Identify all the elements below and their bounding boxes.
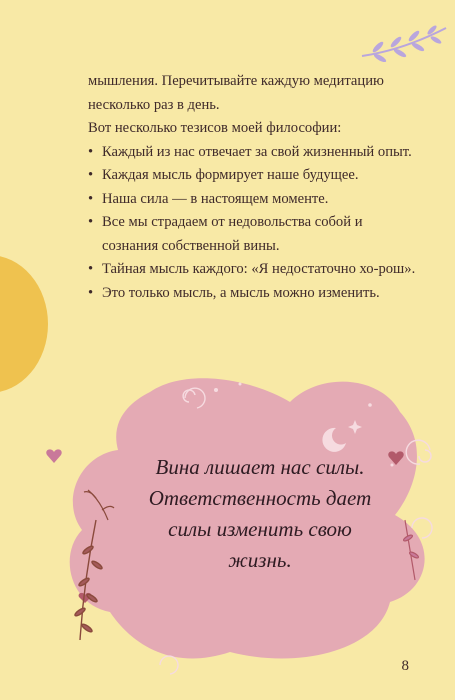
list-item: • Тайная мысль каждого: «Я недостаточно хо-рош». <box>88 258 418 282</box>
quote-line: жизнь. <box>228 548 292 572</box>
heart-icon <box>46 449 61 463</box>
lavender-sprig-icon <box>358 20 450 62</box>
list-item: • Каждая мысль формирует наше будущее. <box>88 164 418 188</box>
quote-line: Вина лишает нас силы. <box>155 455 365 479</box>
list-item: • Все мы страдаем от недовольства собой и сознания собственной вины. <box>88 211 418 258</box>
quote-block <box>110 452 410 576</box>
paragraph-intro: Вот несколько тезисов моей философии: <box>88 120 342 136</box>
body-text <box>88 70 418 305</box>
quote-line: силы изменить свою <box>168 517 352 541</box>
paragraph-continued: мышления. Перечитывайте каждую медитацию несколько раз в день. <box>88 73 384 113</box>
quote-line: Ответственность дает <box>148 486 372 510</box>
list-item: • Каждый из нас отвечает за свой жизненный опыт. <box>88 141 418 165</box>
list-item: • Это только мысль, а мысль можно изменить. <box>88 282 418 306</box>
list-item: • Наша сила — в настоящем моменте. <box>88 188 418 212</box>
page-number: 8 <box>401 658 409 674</box>
bullet-list <box>88 141 418 306</box>
